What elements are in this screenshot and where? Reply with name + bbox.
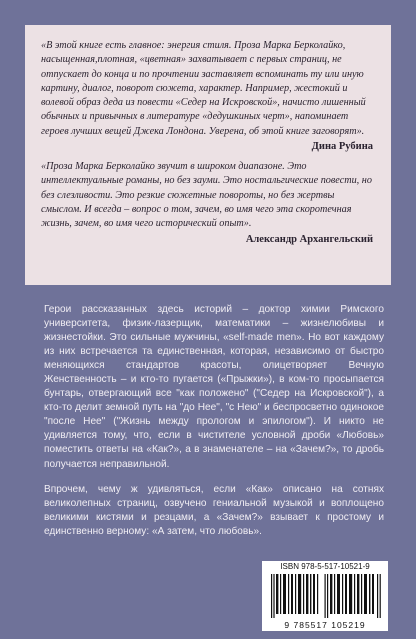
barcode-number: 9 785517 105219 <box>284 620 366 630</box>
testimonial-quote: «В этой книге есть главное: энергия стиля. Проза Марка Берколайко, насыщенная,плотная, «цветная» захватывает с первых страниц, не отпускает до конца и по прочтении заставляет вспоминать ту или иную картину, диалог, поворот сюжета, характер. Например, жестокий и волевой образ деда из повести «Седер на Искровской», начисто лишенный обычных и привычных в литературе «дедушкиных черт», напоминает героев лучших вещей Джека Лондона. Уверена, об этой книге заговорят». <box>41 40 366 137</box>
testimonial-quote: «Проза Марка Берколайко звучит в широком диапазоне. Это интеллектуальные романы, но без зауми. Это ностальгические повести, но без слезливости. Это резкие сюжетные повороты, но без жертвы смыслом. И всегда – вопрос о том, зачем, во имя чего эта скоротечная жизнь, зачем, во имя чего исторический опыт». <box>41 161 372 230</box>
isbn-label: ISBN 978-5-517-10521-9 <box>280 562 370 571</box>
blurb-text <box>44 303 384 539</box>
blurb-paragraph: Впрочем, чему ж удивляться, если «Как» описано на сотнях великолепных страниц, озвучено гениальной музыкой и воплощено великими кистями и резцами, а «Зачем?» взывает к простому и единственно верному: «А затем, что любовь». <box>44 483 384 537</box>
testimonial-author: Дина Рубина <box>311 141 373 153</box>
blurb-paragraph: Герои рассказанных здесь историй – доктор химии Римского университета, физик-лазерщик, математики – жизнелюбивы и жизнестойки. Это сильные мужчины, «self-made men». Но вот каждому из них встречается та единственная, которая, независимо от быстро меняющихся стандартов красоты, олицетворяет Вечную Женственность – и кто-то пугается («Прыжки»), в ком-то просыпается бунтарь, отвергающий все "как положено" ("Седер на Искровской"), а кто-то делит земной путь на "до Нее", "с Нею" и беспросветно одинокое "после Нее" ("Жизнь между прологом и эпилогом"). И никто не удивляется тому, что, если в чистителе условной дроби «Любовь» поместить ответы на «Как?», а в знаменателе – на «Зачем?», то дробь получается неправильной. <box>44 304 384 470</box>
barcode-icon <box>271 574 381 618</box>
testimonials-box <box>25 25 391 285</box>
testimonial-author: Александр Архангельский <box>245 233 373 245</box>
